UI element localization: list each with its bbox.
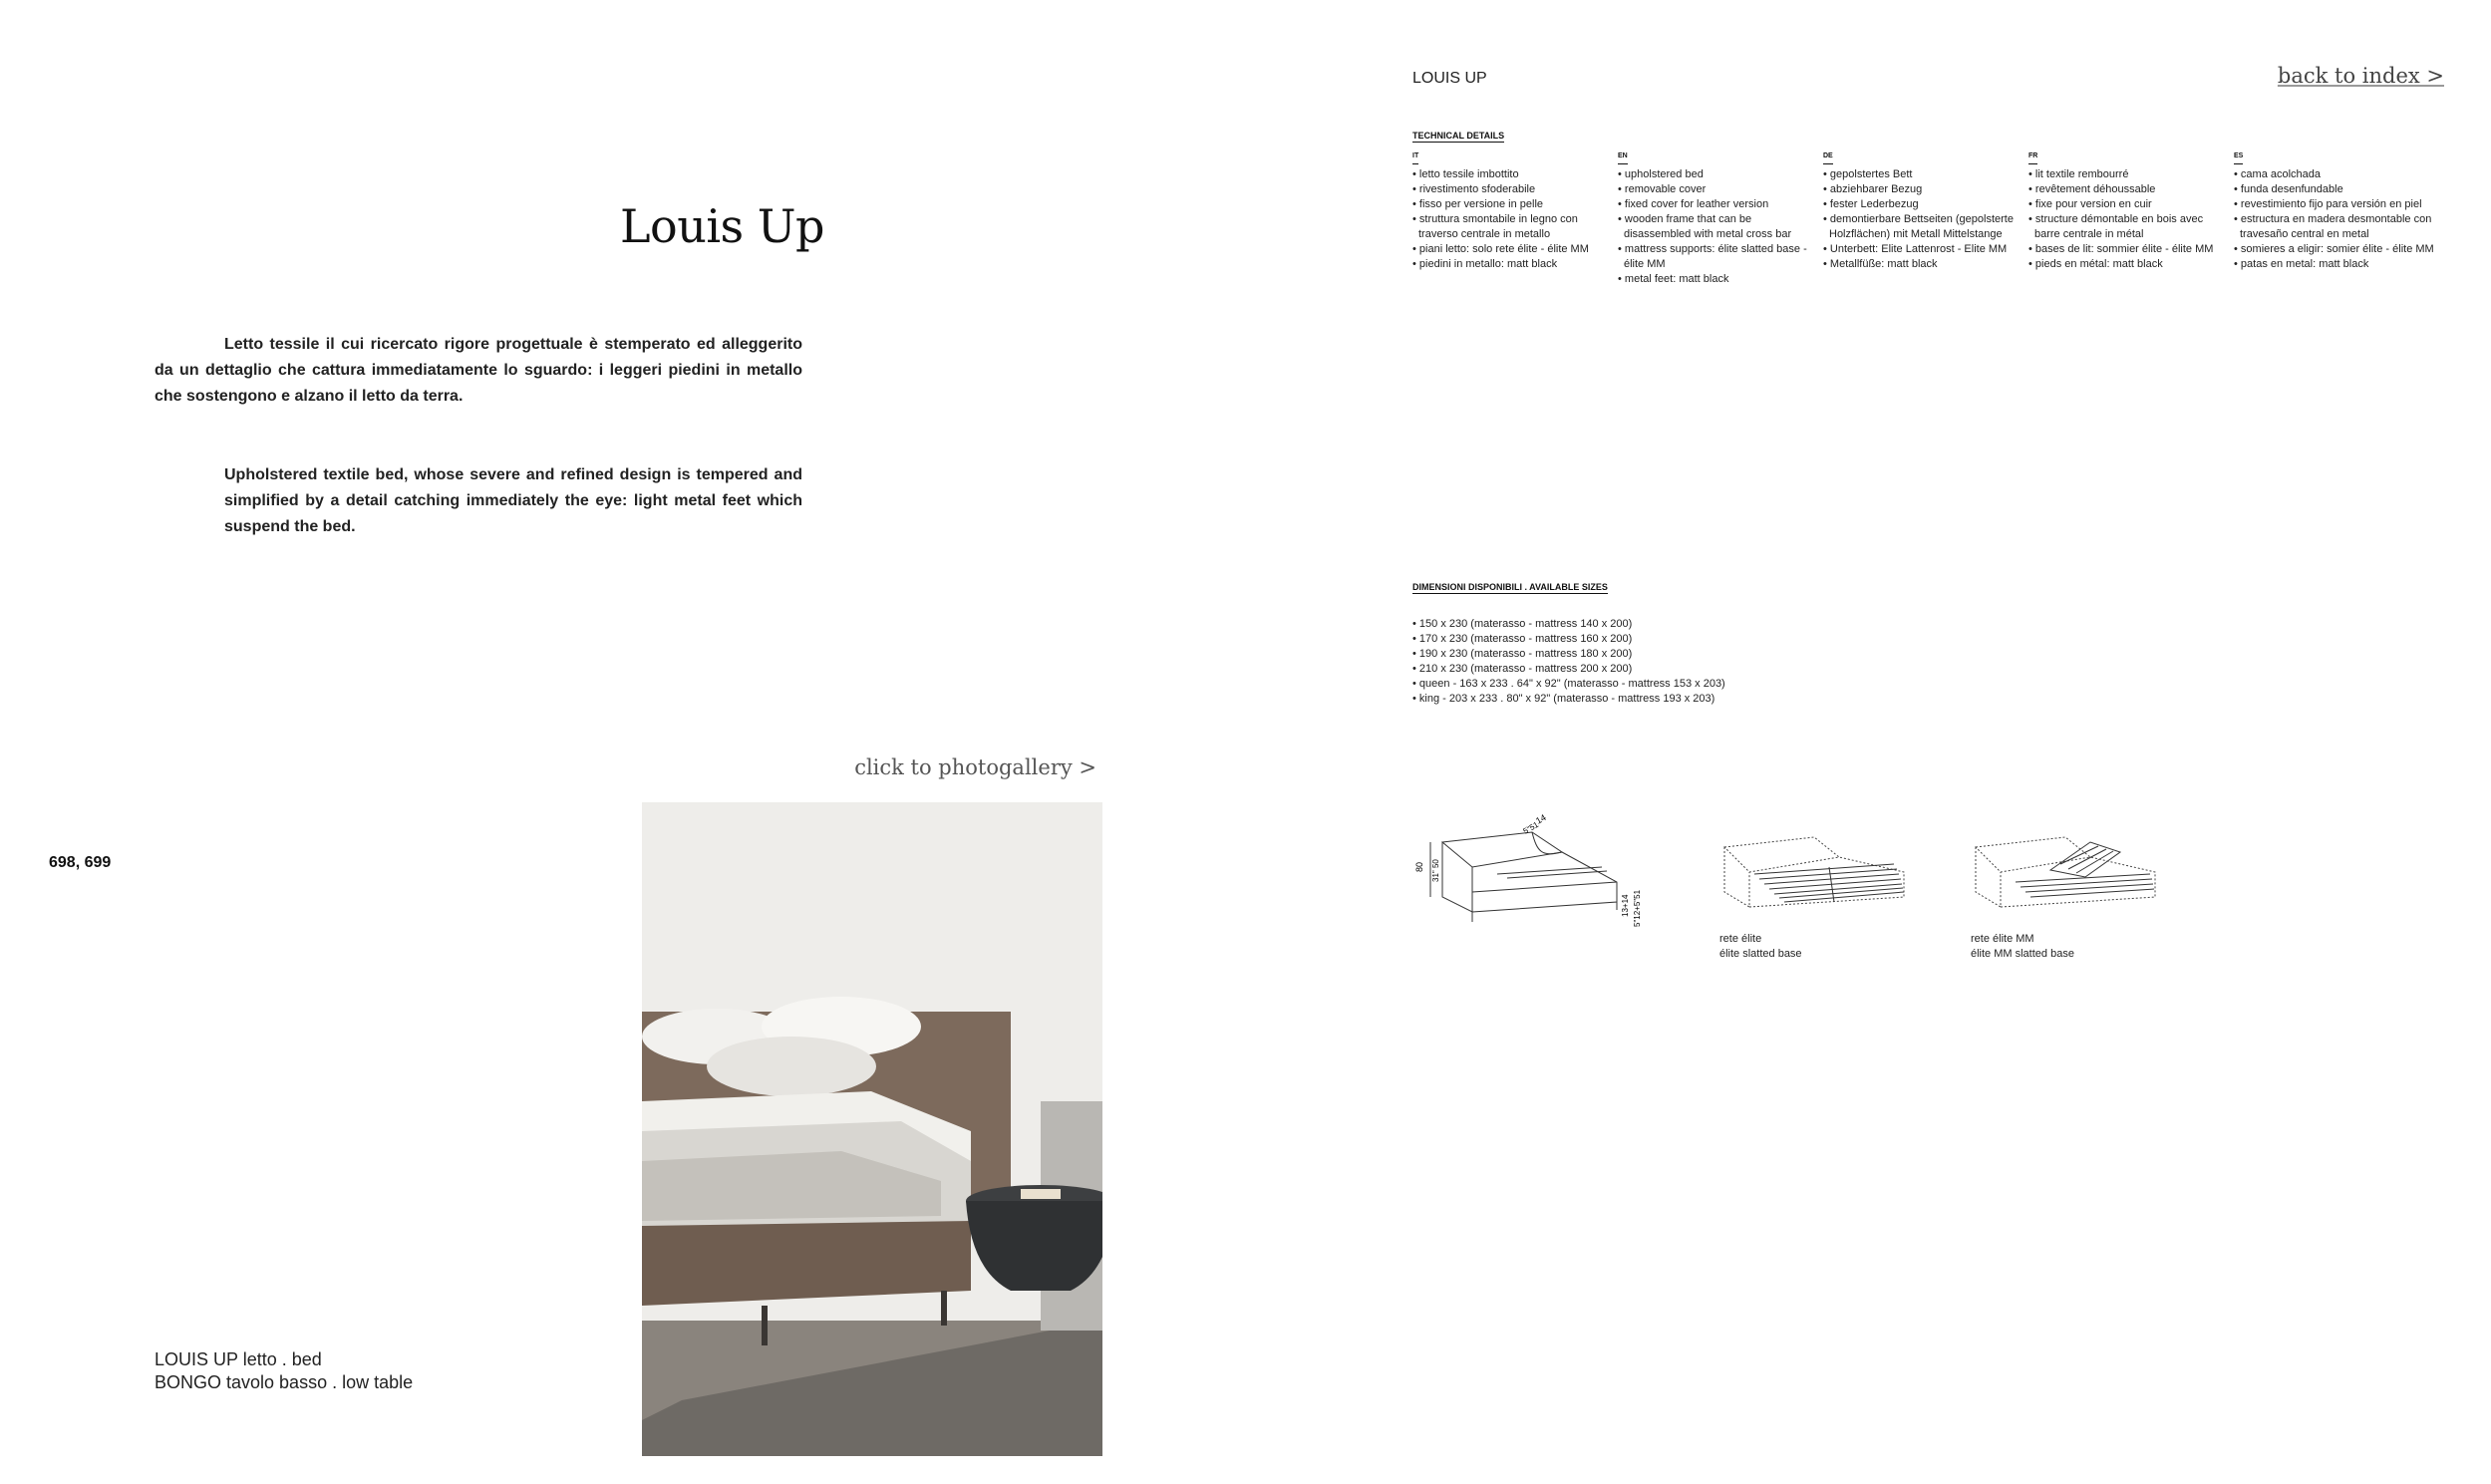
bed-dimension-drawing [1412,812,1657,942]
lang-label-en: EN [1618,148,1628,164]
elite-mm-slatted-base-illustration [1971,812,2170,927]
tech-item: • wooden frame that can be disassembled with metal cross bar [1618,212,1817,242]
tech-item: • piani letto: solo rete élite - élite MM [1412,242,1612,257]
elite-mm-base-caption [1971,932,2170,962]
dim-height: 80 [1414,861,1424,872]
tech-item: • revestimiento fijo para versión en piel [2234,197,2448,212]
photo-caption [155,1348,413,1394]
size-item: • 190 x 230 (materasso - mattress 180 x 200) [1412,647,1725,662]
technical-column-es [2234,148,2448,272]
back-to-index-link[interactable]: back to index > [2277,64,2444,88]
tech-item: • lit textile rembourré [2028,167,2228,182]
lang-label-de: DE [1823,148,1833,164]
elite-mm-base-caption-it: rete élite MM [1971,933,2034,945]
tech-item: • fester Lederbezug [1823,197,2023,212]
technical-column-fr [2028,148,2228,272]
tech-item: • fixed cover for leather version [1618,197,1817,212]
tech-item: • letto tessile imbottito [1412,167,1612,182]
tech-item: • somieres a eligir: somier élite - élite MM [2234,242,2448,257]
elite-slatted-base-drawing [1719,812,1919,977]
elite-base-caption [1719,932,1919,962]
dim-side-inches: 5"12+5"51 [1633,889,1642,927]
elite-mm-slatted-base-drawing [1971,812,2170,977]
technical-column-it [1412,148,1612,272]
page-numbers: 698, 699 [49,854,112,871]
technical-details-heading: TECHNICAL DETAILS [1412,131,1505,141]
tech-item: • rivestimento sfoderabile [1412,182,1612,197]
size-item: • king - 203 x 233 . 80" x 92" (materasso - mattress 193 x 203) [1412,692,1725,707]
tech-item: • estructura en madera desmontable con travesaño central en metal [2234,212,2448,242]
tech-item: • Metallfüße: matt black [1823,257,2023,272]
size-item: • 210 x 230 (materasso - mattress 200 x 200) [1412,662,1725,677]
tech-item: • fixe pour version en cuir [2028,197,2228,212]
product-photo [642,802,1102,1456]
bed-line-drawing [1412,812,1657,942]
description-italian: Letto tessile il cui ricercato rigore progettuale è stemperato ed alleggerito da un dettaglio che cattura immediatamente lo sguardo: i leggeri piedini in metallo che sostengono e alzano il letto da terra. [155,336,802,405]
tech-item: • funda desenfundable [2234,182,2448,197]
tech-item: • upholstered bed [1618,167,1817,182]
elite-mm-base-caption-en: élite MM slatted base [1971,948,2074,960]
bed-photo-illustration [642,802,1102,1456]
available-sizes-heading: DIMENSIONI DISPONIBILI . AVAILABLE SIZES [1412,582,1608,592]
tech-item: • patas en metal: matt black [2234,257,2448,272]
section-header-title: LOUIS UP [1412,70,1487,87]
tech-item: • metal feet: matt black [1618,272,1817,287]
caption-bed: LOUIS UP letto . bed [155,1349,322,1369]
elite-base-caption-en: élite slatted base [1719,948,1802,960]
tech-item: • struttura smontabile in legno con traverso centrale in metallo [1412,212,1612,242]
tech-item: • cama acolchada [2234,167,2448,182]
size-item: • 170 x 230 (materasso - mattress 160 x 200) [1412,632,1725,647]
dim-top-inches: 5"51 [1521,819,1541,836]
tech-item: • bases de lit: sommier élite - élite MM [2028,242,2228,257]
lang-label-es: ES [2234,148,2243,164]
tech-item: • demontierbare Bettseiten (gepolsterte Holzflächen) mit Metall Mittelstange [1823,212,2023,242]
description-english: Upholstered textile bed, whose severe and refined design is tempered and simplified by a detail catching immediately the eye: light metal feet which suspend the bed. [224,466,802,535]
caption-table: BONGO tavolo basso . low table [155,1372,414,1392]
photogallery-link[interactable]: click to photogallery > [854,755,1096,779]
dim-top: 14 [1534,812,1548,826]
tech-item: • gepolstertes Bett [1823,167,2023,182]
tech-item: • fisso per versione in pelle [1412,197,1612,212]
technical-column-de [1823,148,2023,272]
dim-height-inches: 31" 50 [1431,859,1440,882]
tech-item: • abziehbarer Bezug [1823,182,2023,197]
tech-item: • pieds en métal: matt black [2028,257,2228,272]
elite-base-caption-it: rete élite [1719,933,1762,945]
dim-side: 13+14 [1621,894,1630,917]
size-item: • 150 x 230 (materasso - mattress 140 x 200) [1412,617,1725,632]
size-item: • queen - 163 x 233 . 64" x 92" (materasso - mattress 153 x 203) [1412,677,1725,692]
elite-slatted-base-illustration [1719,812,1919,927]
tech-item: • revêtement déhoussable [2028,182,2228,197]
technical-column-en [1618,148,1817,287]
tech-item: • mattress supports: élite slatted base - élite MM [1618,242,1817,272]
sizes-list [1412,617,1725,707]
lang-label-fr: FR [2028,148,2037,164]
lang-label-it: IT [1412,148,1418,164]
tech-item: • structure démontable en bois avec barre centrale in métal [2028,212,2228,242]
tech-item: • Unterbett: Elite Lattenrost - Elite MM [1823,242,2023,257]
tech-item: • piedini in metallo: matt black [1412,257,1612,272]
product-title: Louis Up [619,199,824,253]
tech-item: • removable cover [1618,182,1817,197]
